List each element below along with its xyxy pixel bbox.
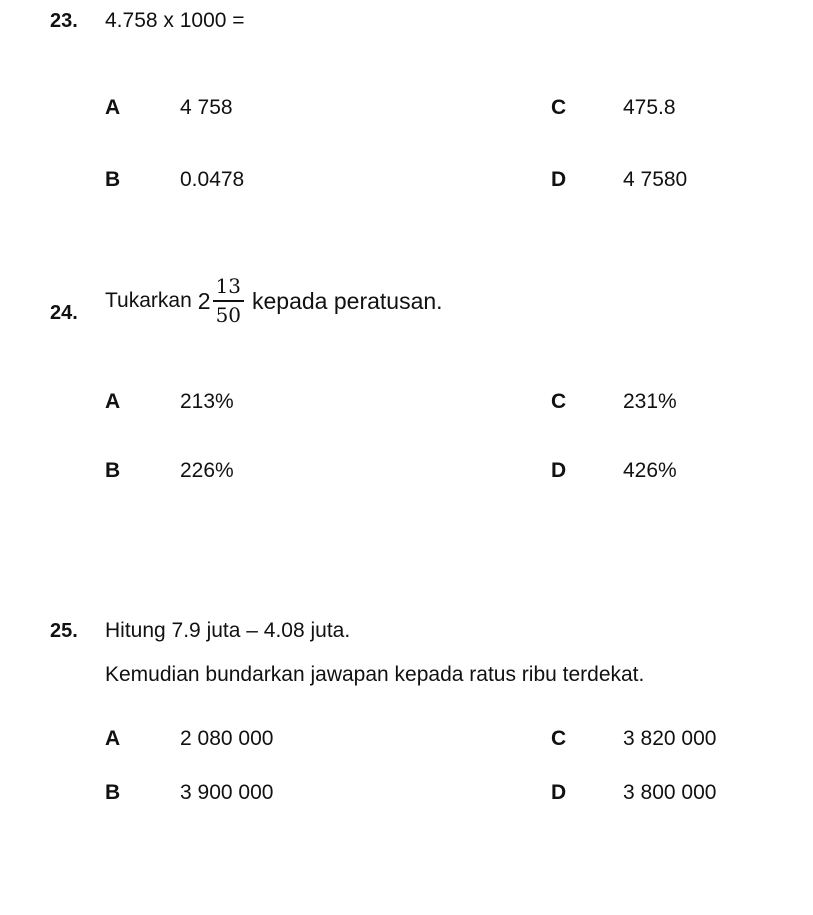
mixed-number-whole: 2 <box>197 287 211 314</box>
option-letter: A <box>105 727 121 750</box>
option-value: 4 758 <box>180 96 233 119</box>
option-value: 475.8 <box>623 96 676 119</box>
question-number: 25. <box>50 620 78 642</box>
option-value: 213% <box>180 390 234 413</box>
question-number: 23. <box>50 10 78 32</box>
option-value: 2 080 000 <box>180 727 274 750</box>
option-letter: C <box>551 727 567 750</box>
option-value: 231% <box>623 390 677 413</box>
question-text <box>105 275 443 327</box>
option-value: 426% <box>623 459 677 482</box>
fraction-denominator: 50 <box>215 303 242 327</box>
option-value: 3 820 000 <box>623 727 717 750</box>
option-letter: B <box>105 781 121 804</box>
option-letter: A <box>105 390 121 413</box>
question-text: 4.758 x 1000 = <box>105 9 245 32</box>
option-letter: D <box>551 781 567 804</box>
option-letter: C <box>551 96 567 119</box>
option-value: 4 7580 <box>623 168 688 191</box>
question-number: 24. <box>50 302 78 324</box>
option-value: 3 800 000 <box>623 781 717 804</box>
question-text-line-1: Hitung 7.9 juta – 4.08 juta. <box>105 619 351 642</box>
option-letter: B <box>105 459 121 482</box>
option-value: 3 900 000 <box>180 781 274 804</box>
option-letter: D <box>551 459 567 482</box>
option-letter: D <box>551 168 567 191</box>
option-value: 0.0478 <box>180 168 245 191</box>
option-value: 226% <box>180 459 234 482</box>
question-prefix: Tukarkan <box>105 289 192 312</box>
fraction <box>213 275 244 327</box>
option-letter: C <box>551 390 567 413</box>
fraction-numerator: 13 <box>213 275 244 302</box>
option-letter: B <box>105 168 121 191</box>
question-text-line-2: Kemudian bundarkan jawapan kepada ratus ribu terdekat. <box>105 663 645 686</box>
option-letter: A <box>105 96 121 119</box>
question-suffix: kepada peratusan. <box>252 287 443 314</box>
